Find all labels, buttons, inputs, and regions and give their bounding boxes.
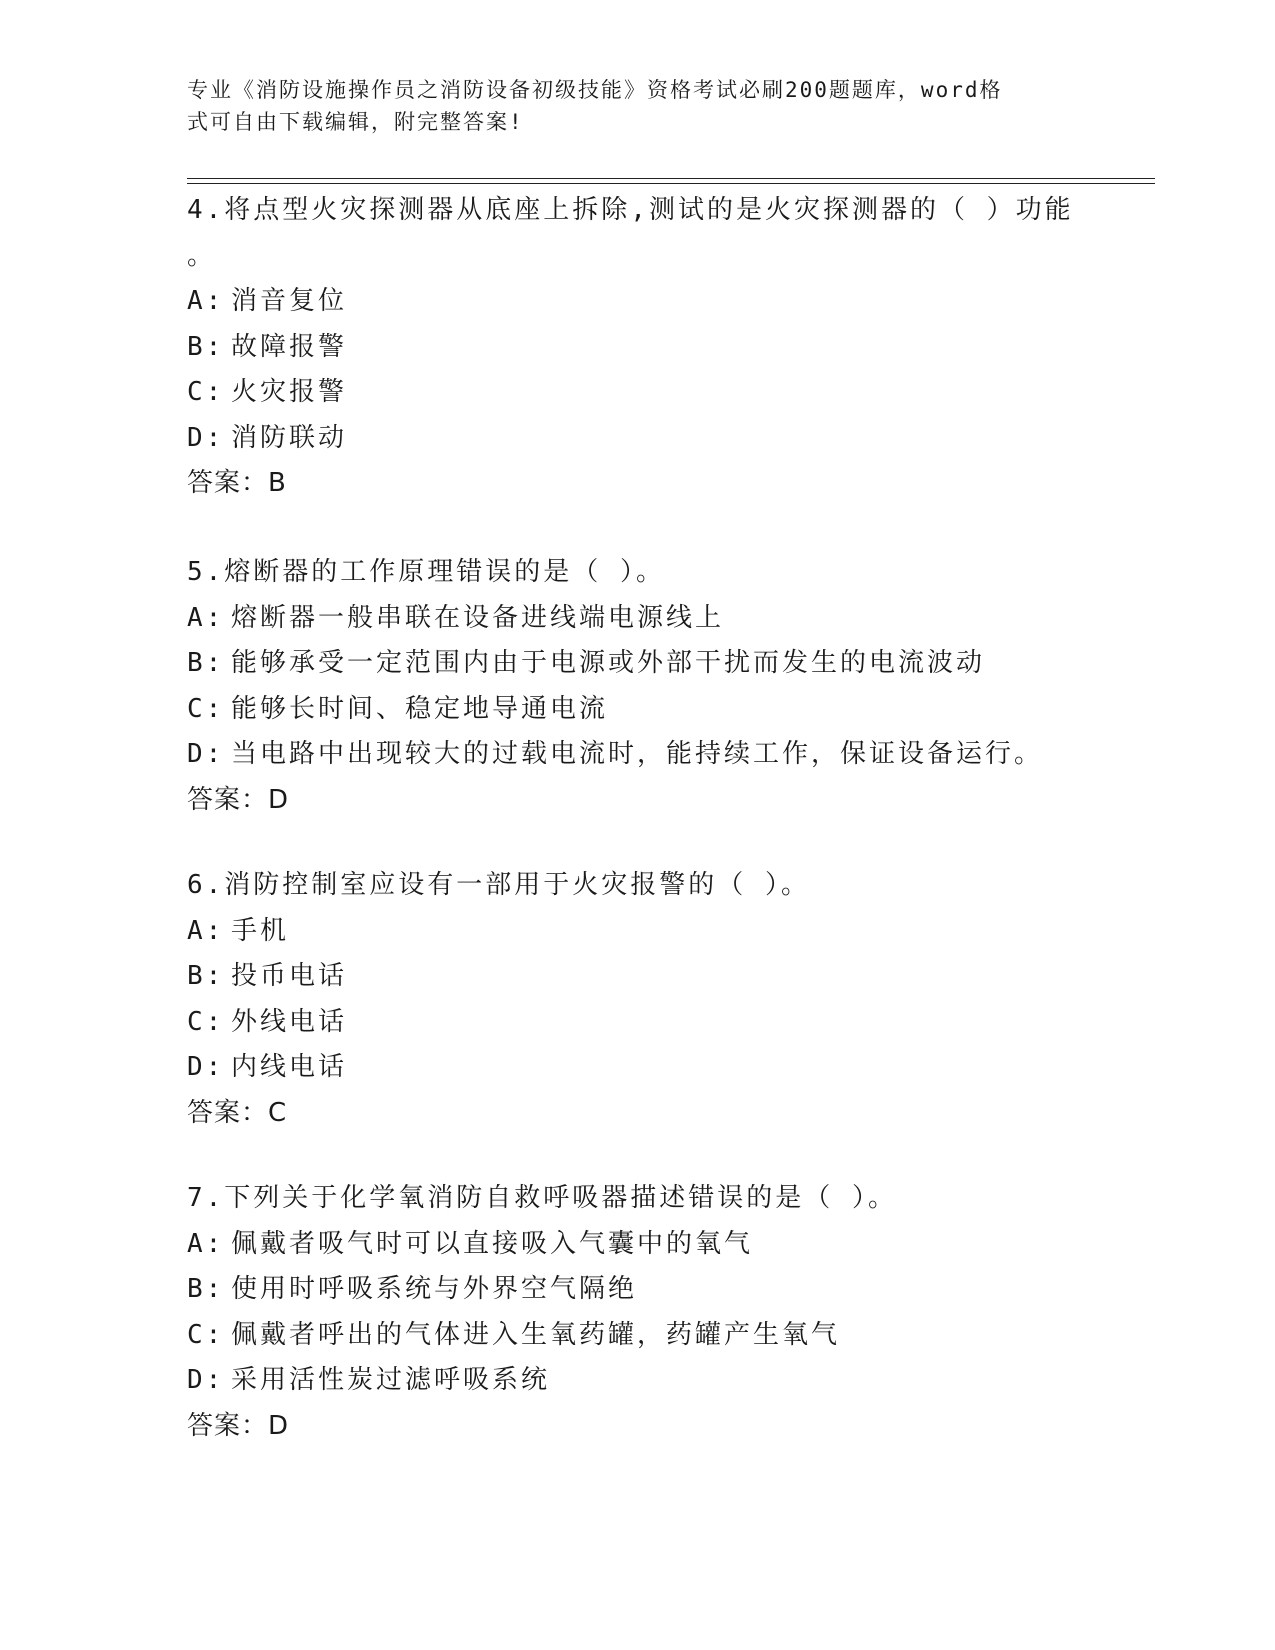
option-text: 能够承受一定范围内由于电源或外部干扰而发生的电流波动 (231, 648, 986, 678)
option-d (187, 1045, 1087, 1091)
option-key: C: (187, 1006, 225, 1037)
option-b (187, 1267, 1087, 1313)
option-key: A: (187, 1228, 225, 1259)
option-text: 火灾报警 (231, 377, 348, 407)
option-text: 消防联动 (231, 422, 348, 453)
option-c (187, 370, 1087, 416)
option-text: 使用时呼吸系统与外界空气隔绝 (231, 1274, 638, 1304)
question-4 (187, 188, 1087, 507)
question-6 (187, 863, 1087, 1136)
question-stem-continued: 。 (187, 240, 217, 271)
option-text: 外线电话 (231, 1006, 348, 1037)
option-text: 手机 (231, 915, 290, 946)
option-c (187, 1313, 1087, 1359)
option-text: 内线电话 (231, 1052, 348, 1082)
answer-line: 答案：C (187, 1097, 288, 1128)
answer-line: 答案：D (187, 784, 290, 815)
header-line-2: 式可自由下载编辑，附完整答案! (187, 110, 524, 134)
option-key: B: (187, 648, 225, 678)
option-text: 能够长时间、稳定地导通电流 (231, 693, 609, 724)
option-key: C: (187, 1319, 225, 1350)
option-key: B: (187, 961, 225, 991)
option-text: 故障报警 (231, 331, 348, 362)
option-key: B: (187, 331, 225, 362)
option-d (187, 416, 1087, 462)
option-a (187, 1222, 1087, 1268)
option-d (187, 732, 1087, 778)
question-stem: 7.下列关于化学氧消防自救呼吸器描述错误的是（ ）。 (187, 1183, 897, 1213)
question-stem: 4.将点型火灾探测器从底座上拆除,测试的是火灾探测器的（ ）功能 (187, 195, 1074, 225)
option-key: A: (187, 286, 225, 316)
option-key: D: (187, 1052, 225, 1082)
answer-line: 答案：B (187, 468, 287, 498)
option-d (187, 1358, 1087, 1404)
option-key: B: (187, 1274, 225, 1304)
option-key: D: (187, 422, 225, 453)
option-key: A: (187, 915, 225, 946)
question-stem: 6.消防控制室应设有一部用于火灾报警的（ ）。 (187, 870, 810, 900)
option-b (187, 325, 1087, 371)
option-text: 投币电话 (231, 961, 348, 991)
question-5 (187, 550, 1087, 823)
header-line-1: 专业《消防设施操作员之消防设备初级技能》资格考试必刷200题题库，word格 (187, 78, 1003, 102)
header-divider-top (187, 178, 1155, 179)
header-divider-bottom (187, 183, 1155, 184)
option-text: 熔断器一般串联在设备进线端电源线上 (231, 602, 725, 633)
option-c (187, 687, 1087, 733)
option-text: 消音复位 (231, 286, 348, 316)
question-stem: 5.熔断器的工作原理错误的是（ ）。 (187, 557, 665, 587)
option-key: C: (187, 377, 225, 407)
question-7 (187, 1176, 1087, 1449)
option-text: 当电路中出现较大的过载电流时，能持续工作，保证设备运行。 (231, 739, 1044, 769)
option-key: D: (187, 1365, 225, 1395)
option-key: C: (187, 693, 225, 724)
option-a (187, 909, 1087, 955)
option-a (187, 596, 1087, 642)
option-key: D: (187, 739, 225, 769)
option-b (187, 954, 1087, 1000)
option-c (187, 1000, 1087, 1046)
option-b (187, 641, 1087, 687)
option-a (187, 279, 1087, 325)
document-header (187, 74, 1067, 138)
option-text: 佩戴者吸气时可以直接吸入气囊中的氧气 (231, 1228, 754, 1259)
option-text: 佩戴者呼出的气体进入生氧药罐，药罐产生氧气 (231, 1319, 841, 1350)
option-key: A: (187, 602, 225, 633)
answer-line: 答案：D (187, 1410, 290, 1441)
option-text: 采用活性炭过滤呼吸系统 (231, 1365, 551, 1395)
